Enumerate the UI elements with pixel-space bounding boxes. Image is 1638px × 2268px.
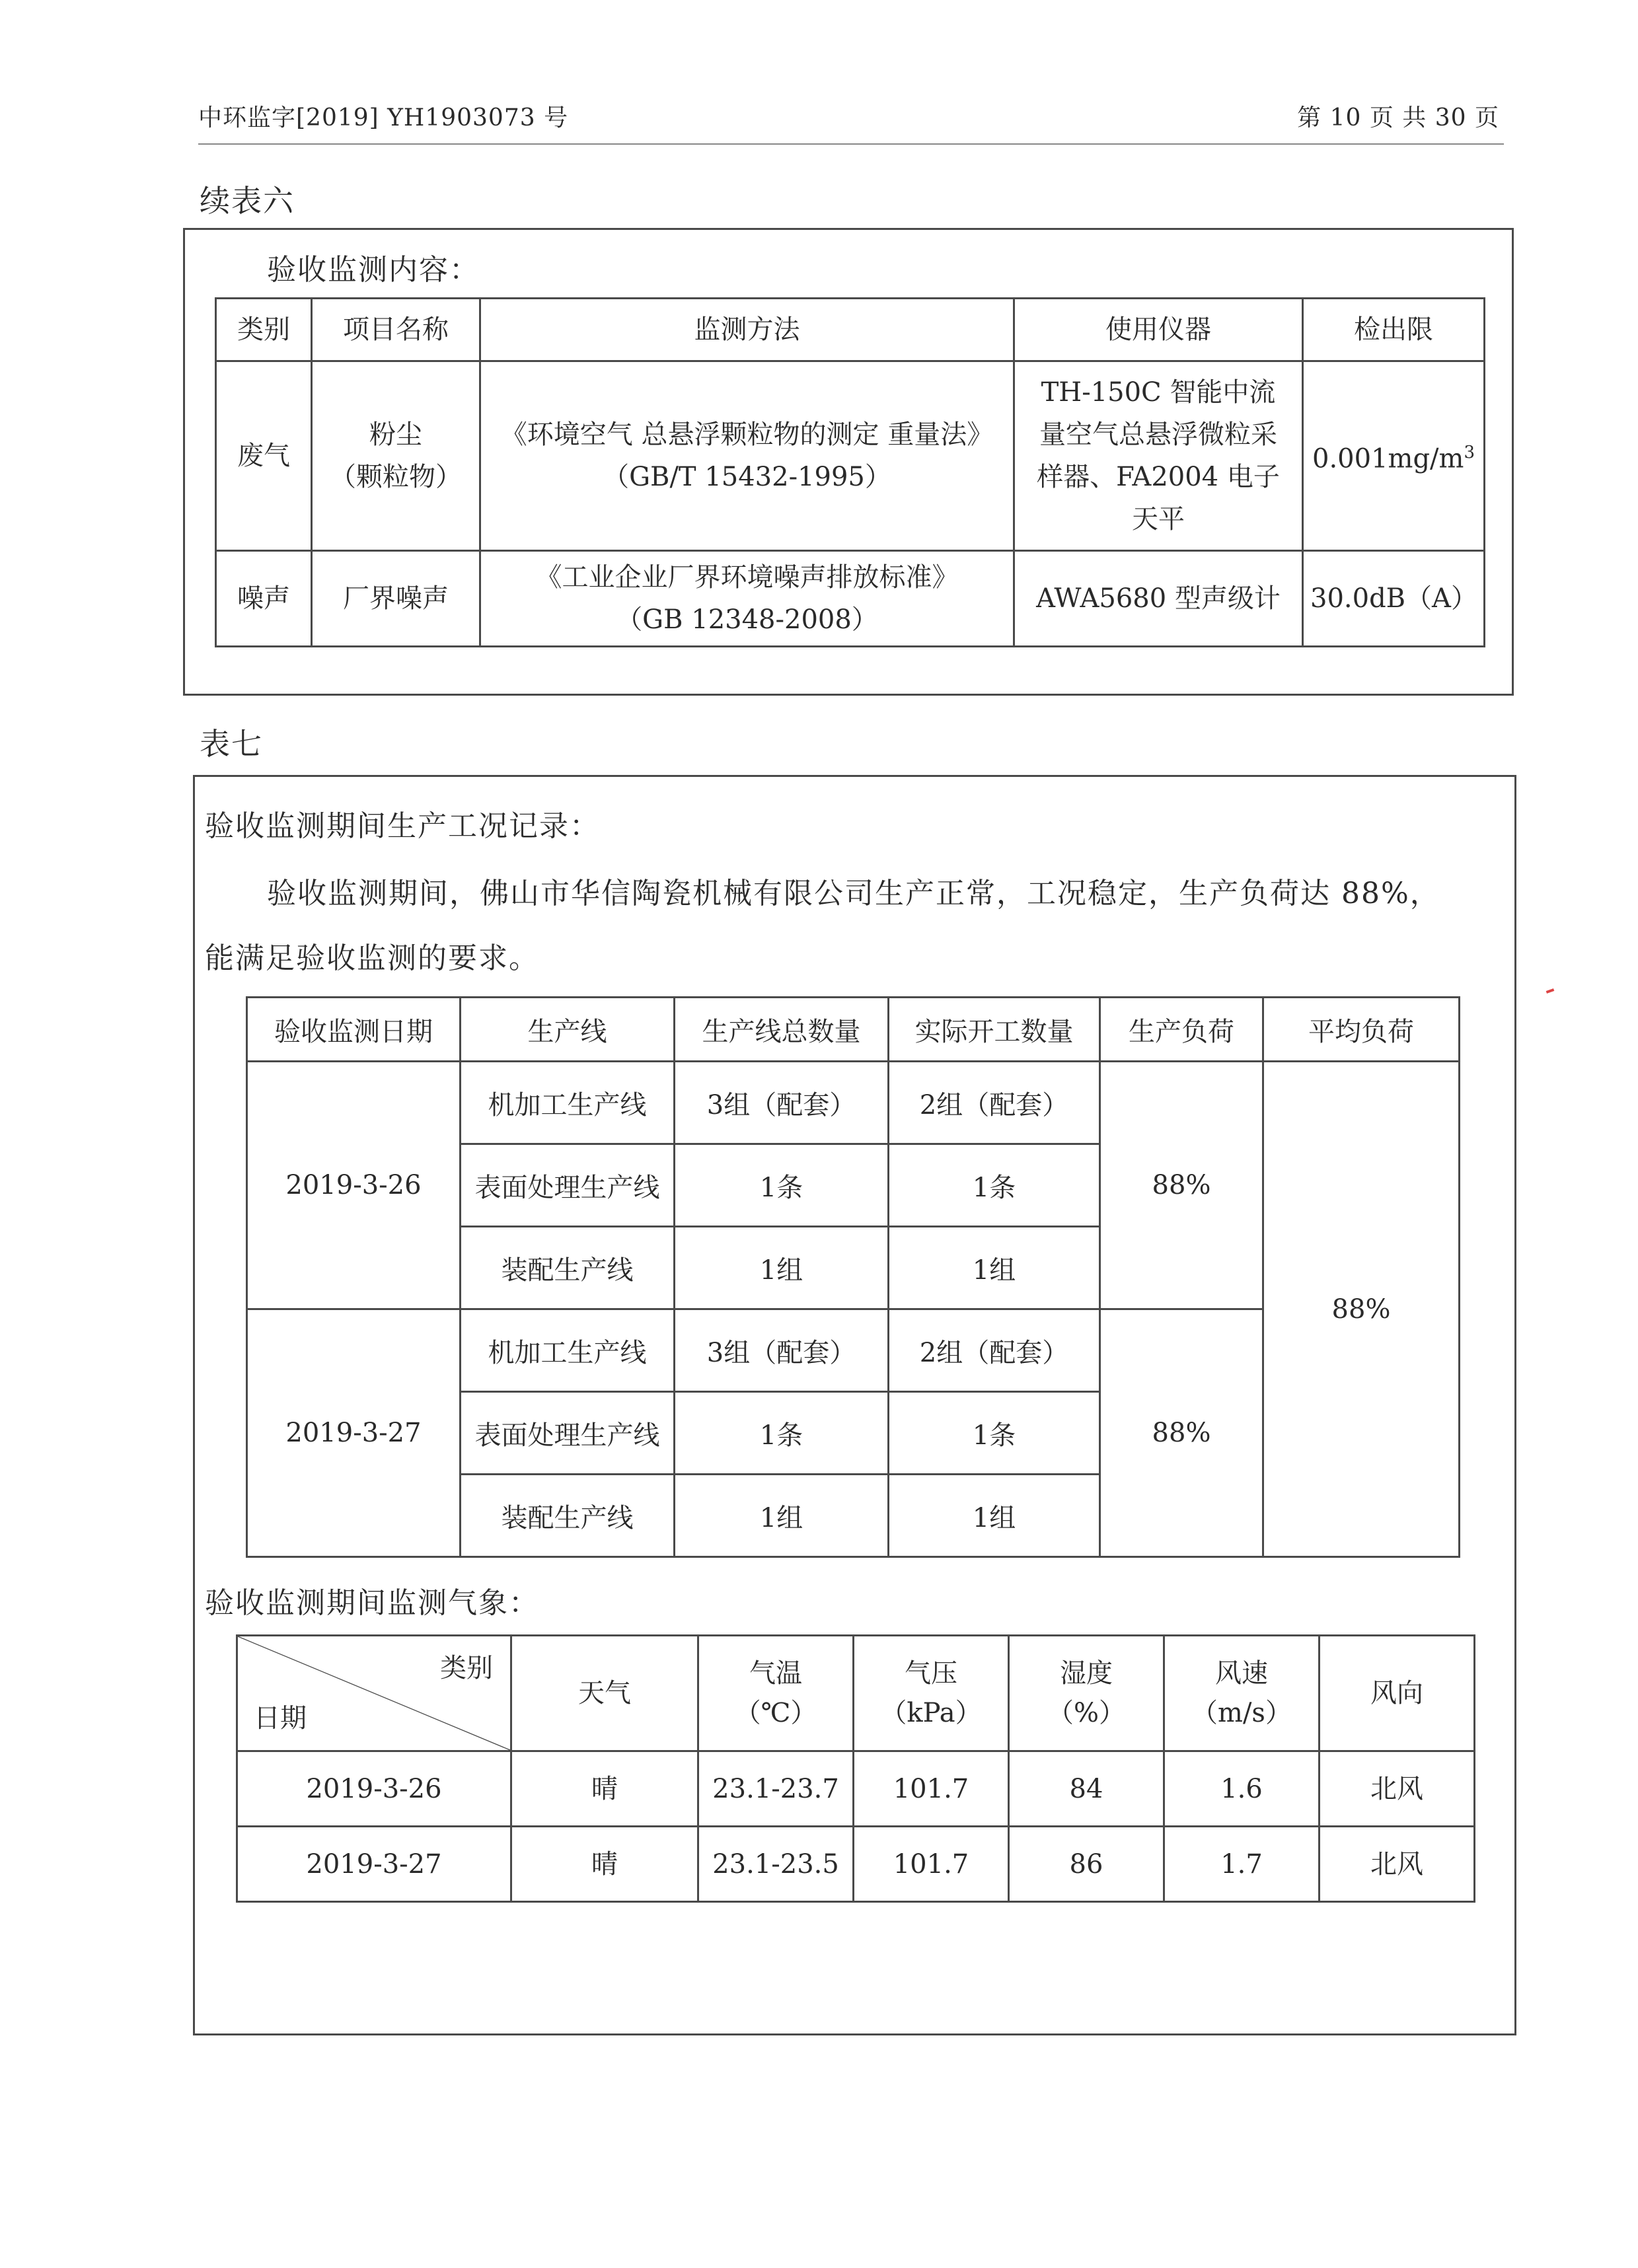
table-header-row xyxy=(216,299,1485,361)
monitoring-content-table xyxy=(215,297,1485,647)
table-header-row xyxy=(247,998,1460,1062)
section7-subhead: 验收监测期间生产工况记录： xyxy=(205,809,600,843)
date-cell: 2019-3-27 xyxy=(237,1827,511,1902)
category-cell: 废气 xyxy=(216,361,312,551)
humidity-cell: 84 xyxy=(1009,1751,1164,1827)
category-cell: 噪声 xyxy=(216,551,312,647)
column-header: 项目名称 xyxy=(312,299,480,361)
limit-superscript: 3 xyxy=(1464,443,1475,463)
line-name-cell: 机加工生产线 xyxy=(461,1062,675,1144)
line-total-cell: 1条 xyxy=(675,1392,889,1475)
weather-cell: 晴 xyxy=(511,1751,698,1827)
column-header: 检出限 xyxy=(1303,299,1485,361)
wind-speed-cell: 1.7 xyxy=(1164,1827,1320,1902)
temperature-cell: 23.1-23.7 xyxy=(698,1751,854,1827)
column-header: 生产负荷 xyxy=(1100,998,1263,1062)
instrument-cell: TH-150C 智能中流量空气总悬浮微粒采样器、FA2004 电子天平 xyxy=(1014,361,1303,551)
corner-label-date: 日期 xyxy=(254,1703,307,1734)
line-actual-cell: 1组 xyxy=(889,1475,1100,1557)
scan-artifact xyxy=(1546,988,1555,994)
load-cell: 88% xyxy=(1100,1309,1263,1557)
section6-caption: 续表六 xyxy=(200,183,295,219)
load-cell: 88% xyxy=(1100,1062,1263,1309)
line-name-cell: 装配生产线 xyxy=(461,1227,675,1309)
document-number: 中环监字[2019] YH1903073 号 xyxy=(198,104,569,131)
condition-paragraph-line1: 验收监测期间，佛山市华信陶瓷机械有限公司生产正常，工况稳定，生产负荷达 88%， xyxy=(267,877,1440,910)
column-header: 实际开工数量 xyxy=(889,998,1100,1062)
line-name-cell: 装配生产线 xyxy=(461,1475,675,1557)
column-header: 生产线总数量 xyxy=(675,998,889,1062)
table-row xyxy=(237,1751,1475,1827)
section7-caption: 表七 xyxy=(200,726,263,762)
line-actual-cell: 2组（配套） xyxy=(889,1309,1100,1392)
column-header: 生产线 xyxy=(461,998,675,1062)
column-header: 气温 （℃） xyxy=(698,1636,854,1751)
diagonal-header-cell xyxy=(237,1636,511,1751)
item-cell xyxy=(312,361,480,551)
wind-direction-cell: 北风 xyxy=(1320,1827,1475,1902)
weather-cell: 晴 xyxy=(511,1827,698,1902)
line-total-cell: 1组 xyxy=(675,1227,889,1309)
column-header: 气压 （kPa） xyxy=(854,1636,1009,1751)
date-cell: 2019-3-26 xyxy=(237,1751,511,1827)
item-name: 粉尘 xyxy=(369,420,422,450)
pressure-cell: 101.7 xyxy=(854,1827,1009,1902)
table-row xyxy=(247,1062,1460,1144)
limit-cell xyxy=(1303,361,1485,551)
temperature-cell: 23.1-23.5 xyxy=(698,1827,854,1902)
column-header: 使用仪器 xyxy=(1014,299,1303,361)
line-actual-cell: 2组（配套） xyxy=(889,1062,1100,1144)
item-cell: 厂界噪声 xyxy=(312,551,480,647)
page-info: 第 10 页 共 30 页 xyxy=(1297,104,1499,131)
column-header: 平均负荷 xyxy=(1263,998,1460,1062)
instrument-cell: AWA5680 型声级计 xyxy=(1014,551,1303,647)
weather-subhead: 验收监测期间监测气象： xyxy=(205,1586,539,1620)
column-header: 天气 xyxy=(511,1636,698,1751)
wind-direction-cell: 北风 xyxy=(1320,1751,1475,1827)
method-cell: 《环境空气 总悬浮颗粒物的测定 重量法》（GB/T 15432-1995） xyxy=(480,361,1014,551)
section6-subhead: 验收监测内容： xyxy=(267,253,480,287)
table-row xyxy=(216,361,1485,551)
date-cell: 2019-3-27 xyxy=(247,1309,461,1557)
line-actual-cell: 1条 xyxy=(889,1144,1100,1227)
column-header: 验收监测日期 xyxy=(247,998,461,1062)
column-header: 监测方法 xyxy=(480,299,1014,361)
item-note: （颗粒物） xyxy=(330,462,462,492)
table-row xyxy=(237,1827,1475,1902)
column-header: 风向 xyxy=(1320,1636,1475,1751)
table-row xyxy=(216,551,1485,647)
date-cell: 2019-3-26 xyxy=(247,1062,461,1309)
line-name-cell: 表面处理生产线 xyxy=(461,1392,675,1475)
average-load-cell: 88% xyxy=(1263,1062,1460,1557)
line-name-cell: 机加工生产线 xyxy=(461,1309,675,1392)
line-actual-cell: 1条 xyxy=(889,1392,1100,1475)
humidity-cell: 86 xyxy=(1009,1827,1164,1902)
limit-cell: 30.0dB（A） xyxy=(1303,551,1485,647)
table-header-row xyxy=(237,1636,1475,1751)
header-rule xyxy=(198,143,1504,145)
column-header: 类别 xyxy=(216,299,312,361)
condition-paragraph-line2: 能满足验收监测的要求。 xyxy=(205,941,539,975)
column-header: 湿度 （%） xyxy=(1009,1636,1164,1751)
corner-label-category: 类别 xyxy=(440,1653,493,1683)
wind-speed-cell: 1.6 xyxy=(1164,1751,1320,1827)
line-total-cell: 3组（配套） xyxy=(675,1062,889,1144)
method-cell: 《工业企业厂界环境噪声排放标准》（GB 12348-2008） xyxy=(480,551,1014,647)
pressure-cell: 101.7 xyxy=(854,1751,1009,1827)
line-actual-cell: 1组 xyxy=(889,1227,1100,1309)
production-table xyxy=(246,996,1460,1558)
line-name-cell: 表面处理生产线 xyxy=(461,1144,675,1227)
limit-value: 0.001mg/m xyxy=(1312,443,1464,474)
column-header: 风速 （m/s） xyxy=(1164,1636,1320,1751)
line-total-cell: 1条 xyxy=(675,1144,889,1227)
weather-table xyxy=(236,1634,1475,1903)
line-total-cell: 3组（配套） xyxy=(675,1309,889,1392)
line-total-cell: 1组 xyxy=(675,1475,889,1557)
